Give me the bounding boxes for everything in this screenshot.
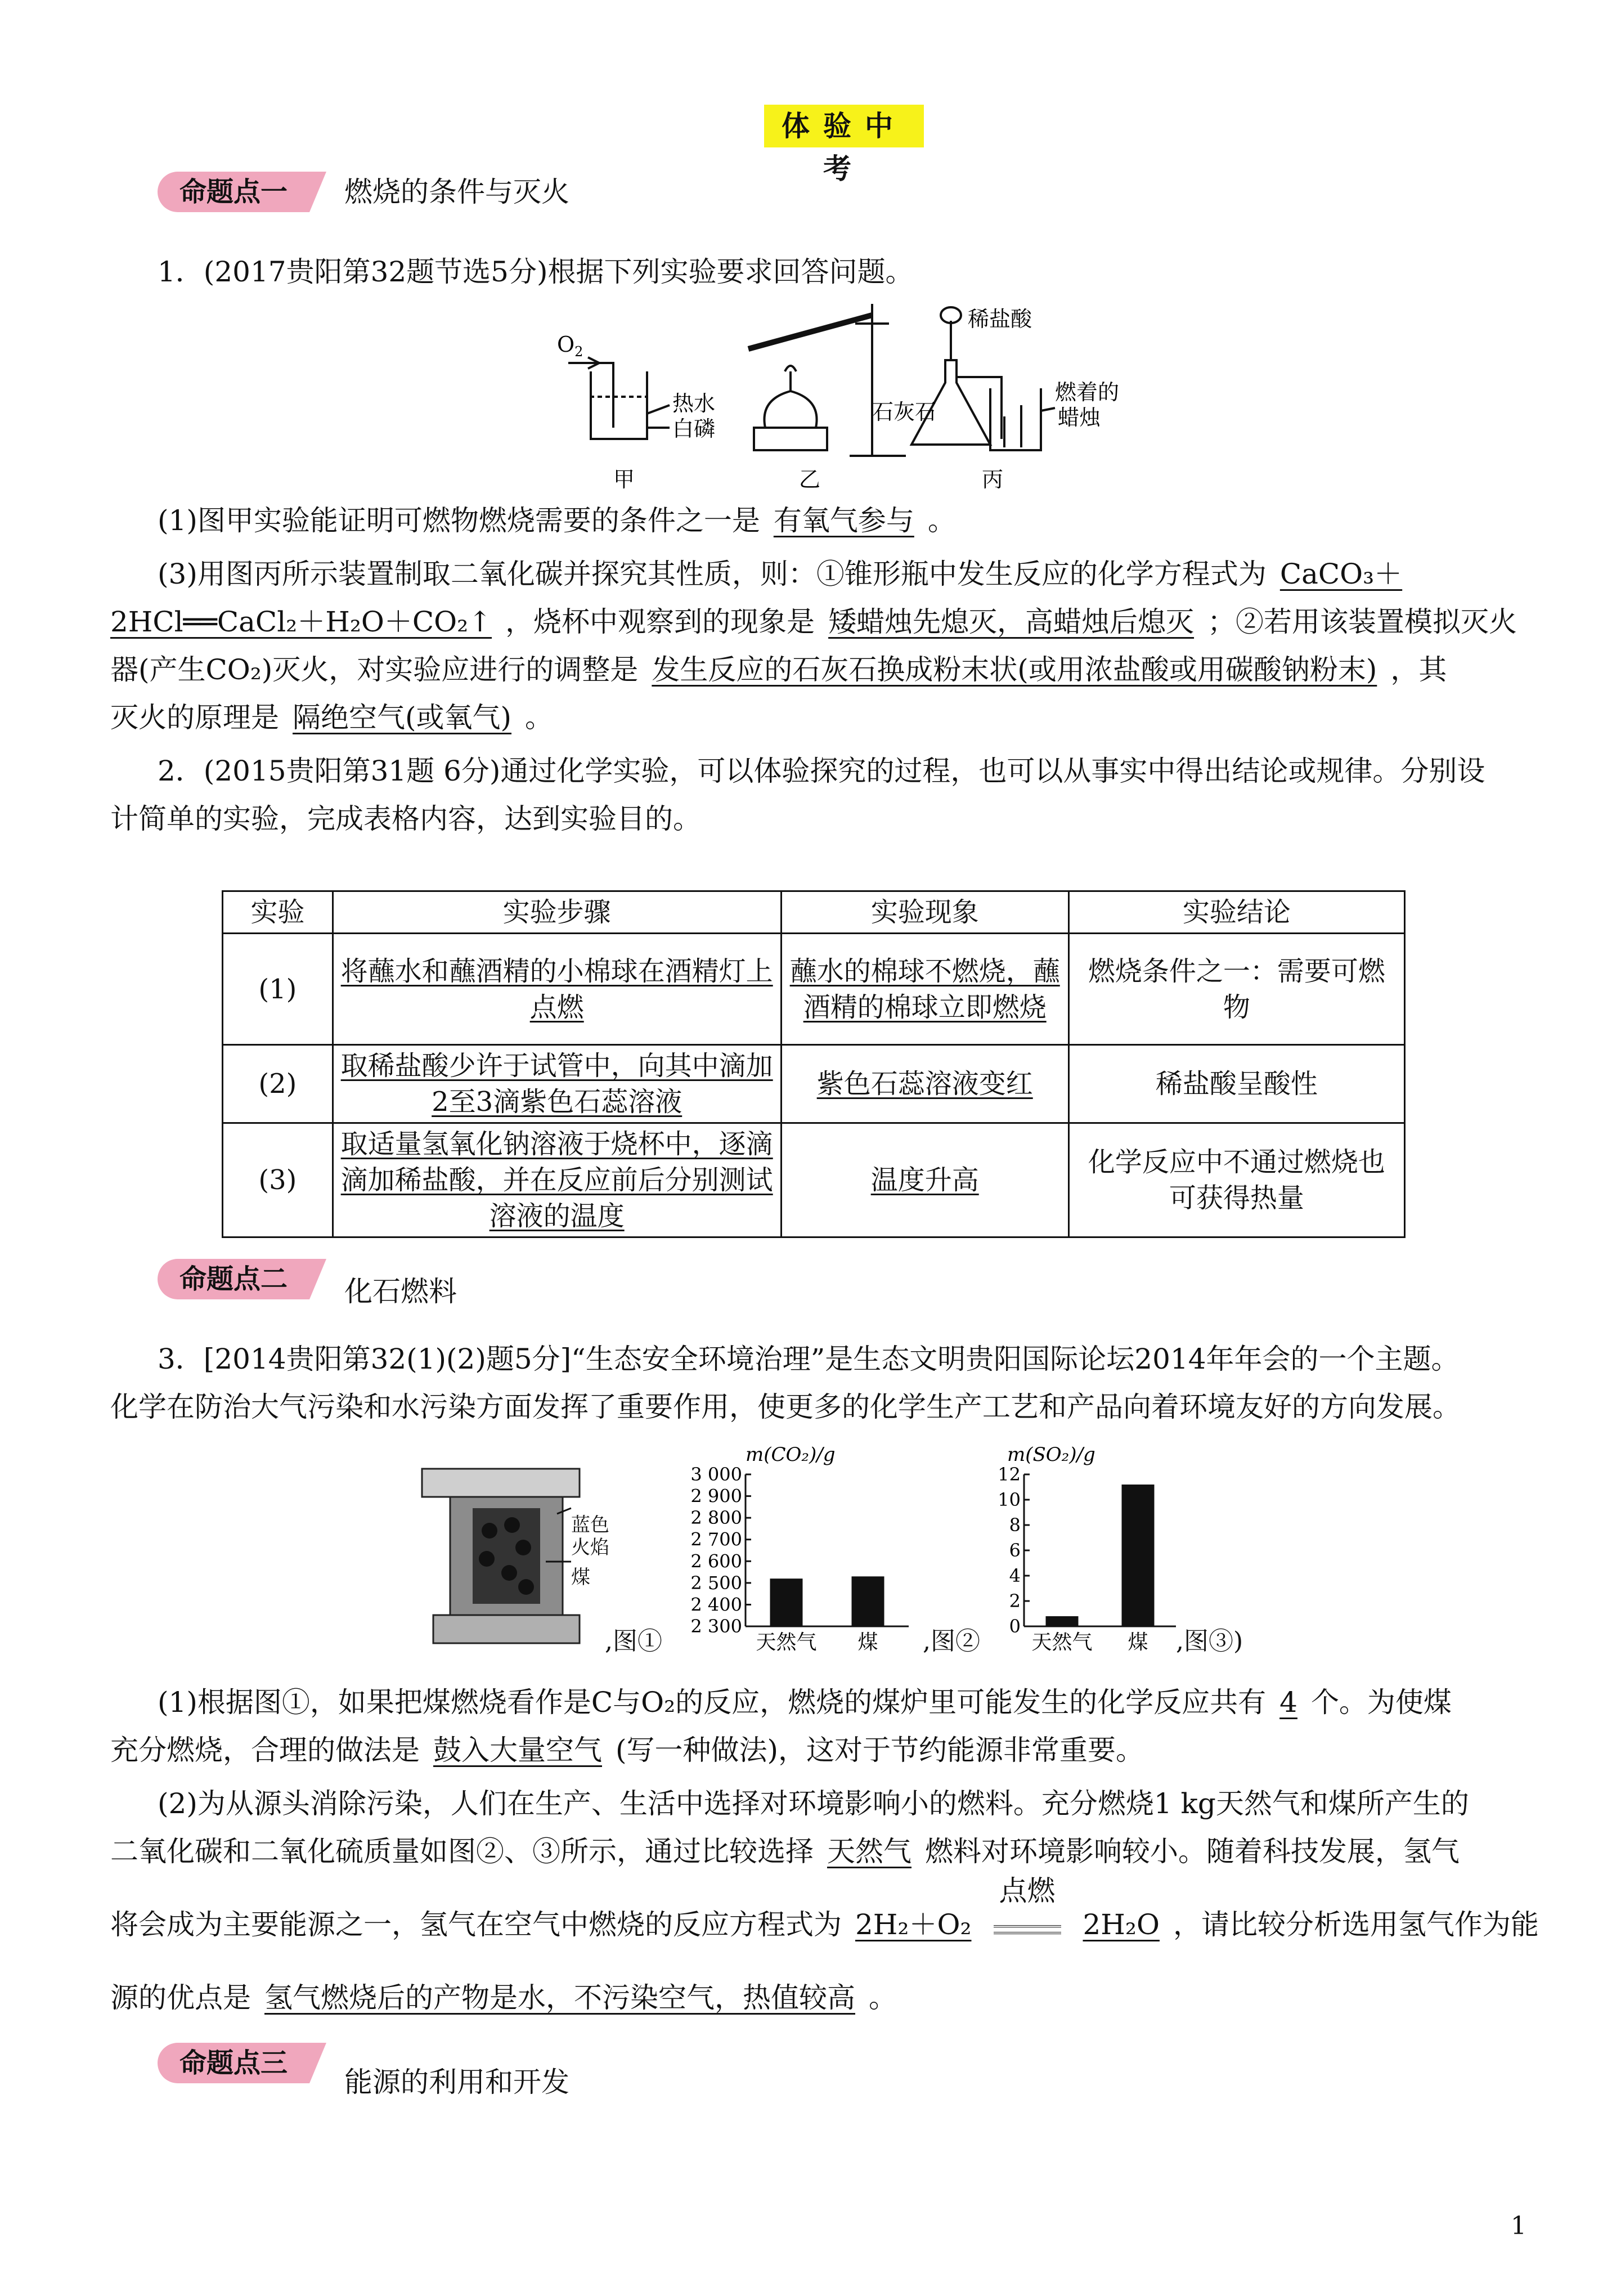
so2-bar-chart xyxy=(990,1441,1193,1654)
table-cell-conclusion: 化学反应中不通过燃烧也可获得热量 xyxy=(1068,1123,1404,1237)
table-header: 实验 xyxy=(223,891,333,934)
section-topic-2: 化石燃料 xyxy=(344,1275,457,1308)
question-1-part-3-line-3: 器(产生CO₂)灭火，对实验应进行的调整是 发生反应的石灰石换成粉末状(或用浓盐酸或用碳酸钠粉末) ，其 xyxy=(110,653,1447,686)
bar-0 xyxy=(1046,1616,1079,1626)
question-1-part-1: (1)图甲实验能证明可燃物燃烧需要的条件之一是 有氧气参与 。 xyxy=(158,504,956,537)
question-2-stem-line-2: 计简单的实验，完成表格内容，达到实验目的。 xyxy=(110,802,701,835)
co2-chart-ylabel: m(CO₂)/g xyxy=(746,1443,836,1466)
table-row xyxy=(223,1123,1405,1237)
question-3-part-2-line-4: 源的优点是 氢气燃烧后的产物是水，不污染空气，热值较高 。 xyxy=(110,1981,897,2014)
page-title: 体验中考 xyxy=(764,105,924,147)
table-cell-step: 取适量氢氧化钠溶液于烧杯中，逐滴滴加稀盐酸，并在反应前后分别测试溶液的温度 xyxy=(333,1123,781,1237)
figure-2-caption: ,图② xyxy=(923,1627,980,1656)
question-1-stem: 1．(2017贵阳第32题节选5分)根据下列实验要求回答问题。 xyxy=(158,255,914,288)
y-tick-label: 8 xyxy=(1009,1514,1021,1536)
figure-label-yi: 乙 xyxy=(799,467,821,492)
section-tag-2: 命题点二 xyxy=(158,1259,309,1299)
y-tick-label: 2 500 xyxy=(690,1572,742,1594)
hot-water-label: 热水 xyxy=(672,391,716,416)
y-tick-label: 4 xyxy=(1009,1565,1021,1586)
x-category-label: 煤 xyxy=(1128,1631,1148,1654)
question-3-stem-line-2: 化学在防治大气污染和水污染方面发挥了重要作用，使更多的化学生产工艺和产品向着环境友好的方向发展。 xyxy=(110,1391,1461,1423)
y-tick-label: 2 700 xyxy=(690,1528,742,1550)
table-cell-id: (2) xyxy=(223,1045,333,1123)
question-3-part-2-line-2: 二氧化碳和二氧化硫质量如图②、③所示，通过比较选择 天然气 燃料对环境影响较小。随着科技发展，氢气 xyxy=(110,1835,1460,1868)
question-3-part-2-line-3: 将会成为主要能源之一，氢气在空气中燃烧的反应方程式为 2H₂＋O₂ 点燃 2H₂O ，请比较分析选用氢气作为能 xyxy=(110,1899,1539,1950)
y-tick-label: 6 xyxy=(1009,1540,1021,1561)
co2-bar-chart xyxy=(684,1441,931,1654)
y-tick-label: 2 400 xyxy=(690,1594,742,1616)
y-tick-label: 3 000 xyxy=(690,1464,742,1485)
section-tag-3: 命题点三 xyxy=(158,2043,309,2083)
y-tick-label: 2 900 xyxy=(690,1485,742,1507)
x-category-label: 煤 xyxy=(857,1631,878,1654)
table-cell-step: 将蘸水和蘸酒精的小棉球在酒精灯上点燃 xyxy=(333,934,781,1045)
table-cell-phenomenon: 蘸水的棉球不燃烧，蘸酒精的棉球立即燃烧 xyxy=(781,934,1068,1045)
question-2-stem-line-1: 2．(2015贵阳第31题 6分)通过化学实验，可以体验探究的过程，也可以从事实中得出结论或规律。分别设 xyxy=(158,755,1485,787)
question-1-part-3-line-1: (3)用图丙所示装置制取二氧化碳并探究其性质，则：①锥形瓶中发生反应的化学方程式为 CaCO₃＋ xyxy=(158,558,1403,590)
blue-flame-label: 蓝色 火焰 xyxy=(571,1514,609,1559)
x-category-label: 天然气 xyxy=(1031,1631,1093,1654)
candle-label: 蜡烛 xyxy=(1058,405,1101,430)
figure-label-bing: 丙 xyxy=(982,467,1004,492)
y-tick-label: 2 800 xyxy=(690,1507,742,1529)
table-header: 实验现象 xyxy=(781,891,1068,934)
experiment-table xyxy=(222,890,1406,1238)
question-1-part-3-line-4: 灭火的原理是 隔绝空气(或氧气) 。 xyxy=(110,701,554,734)
coal-label: 煤 xyxy=(571,1566,590,1589)
table-row xyxy=(223,1045,1405,1123)
section-topic-3: 能源的利用和开发 xyxy=(344,2066,569,2098)
y-tick-label: 12 xyxy=(998,1464,1021,1485)
question-3-part-1-line-2: 充分燃烧，合理的做法是 鼓入大量空气 (写一种做法)，这对于节约能源非常重要。 xyxy=(110,1734,1144,1766)
dilute-hcl-label: 稀盐酸 xyxy=(968,307,1032,331)
so2-chart-ylabel: m(SO₂)/g xyxy=(1007,1443,1095,1466)
y-tick-label: 2 600 xyxy=(690,1550,742,1572)
bar-1 xyxy=(852,1576,884,1626)
table-cell-conclusion: 稀盐酸呈酸性 xyxy=(1068,1045,1404,1123)
question-3-part-1-line-1: (1)根据图①，如果把煤燃烧看作是C与O₂的反应，燃烧的煤炉里可能发生的化学反应共有 4 个。为使煤 xyxy=(158,1686,1452,1719)
y-tick-label: 2 300 xyxy=(690,1616,742,1637)
section-tag-1: 命题点一 xyxy=(158,172,309,212)
o2-label: $O_2$ xyxy=(557,332,583,360)
bar-1 xyxy=(1122,1485,1155,1626)
limestone-label: 石灰石 xyxy=(872,400,937,424)
table-cell-phenomenon: 紫色石蕊溶液变红 xyxy=(781,1045,1068,1123)
ignition-condition: 点燃 xyxy=(985,1899,1070,1950)
y-tick-label: 2 xyxy=(1009,1590,1021,1612)
experiment-apparatus-figure xyxy=(557,298,1176,495)
table-cell-phenomenon: 温度升高 xyxy=(781,1123,1068,1237)
table-cell-id: (3) xyxy=(223,1123,333,1237)
question-1-part-3-line-2: 2HCl══CaCl₂＋H₂O＋CO₂↑ ，烧杯中观察到的现象是 矮蜡烛先熄灭，高蜡烛后熄灭 ；②若用该装置模拟灭火 xyxy=(110,606,1517,638)
figure-1-caption: ,图① xyxy=(605,1627,662,1656)
table-cell-step: 取稀盐酸少许于试管中，向其中滴加2至3滴紫色石蕊溶液 xyxy=(333,1045,781,1123)
question-3-part-2-line-1: (2)为从源头消除污染，人们在生产、生活中选择对环境影响小的燃料。充分燃烧1 kg天然气和煤所产生的 xyxy=(158,1787,1469,1820)
section-topic-1: 燃烧的条件与灭火 xyxy=(344,176,569,208)
y-tick-label: 10 xyxy=(998,1489,1021,1510)
burning-label: 燃着的 xyxy=(1055,380,1120,405)
table-row xyxy=(223,934,1405,1045)
y-tick-label: 0 xyxy=(1009,1616,1021,1637)
question-3-stem-line-1: 3．[2014贵阳第32(1)(2)题5分]“生态安全环境治理”是生态文明贵阳国际论坛2014年年会的一个主题。 xyxy=(158,1343,1460,1375)
page-number: 1 xyxy=(1511,2212,1526,2240)
white-phosphorus-label: 白磷 xyxy=(672,416,716,441)
table-cell-conclusion: 燃烧条件之一：需要可燃物 xyxy=(1068,934,1404,1045)
table-header: 实验步骤 xyxy=(333,891,781,934)
x-category-label: 天然气 xyxy=(756,1631,817,1654)
bar-0 xyxy=(770,1578,803,1626)
table-cell-id: (1) xyxy=(223,934,333,1045)
figure-3-caption: ,图③) xyxy=(1176,1627,1243,1656)
figure-label-jia: 甲 xyxy=(613,467,635,492)
table-header: 实验结论 xyxy=(1068,891,1404,934)
